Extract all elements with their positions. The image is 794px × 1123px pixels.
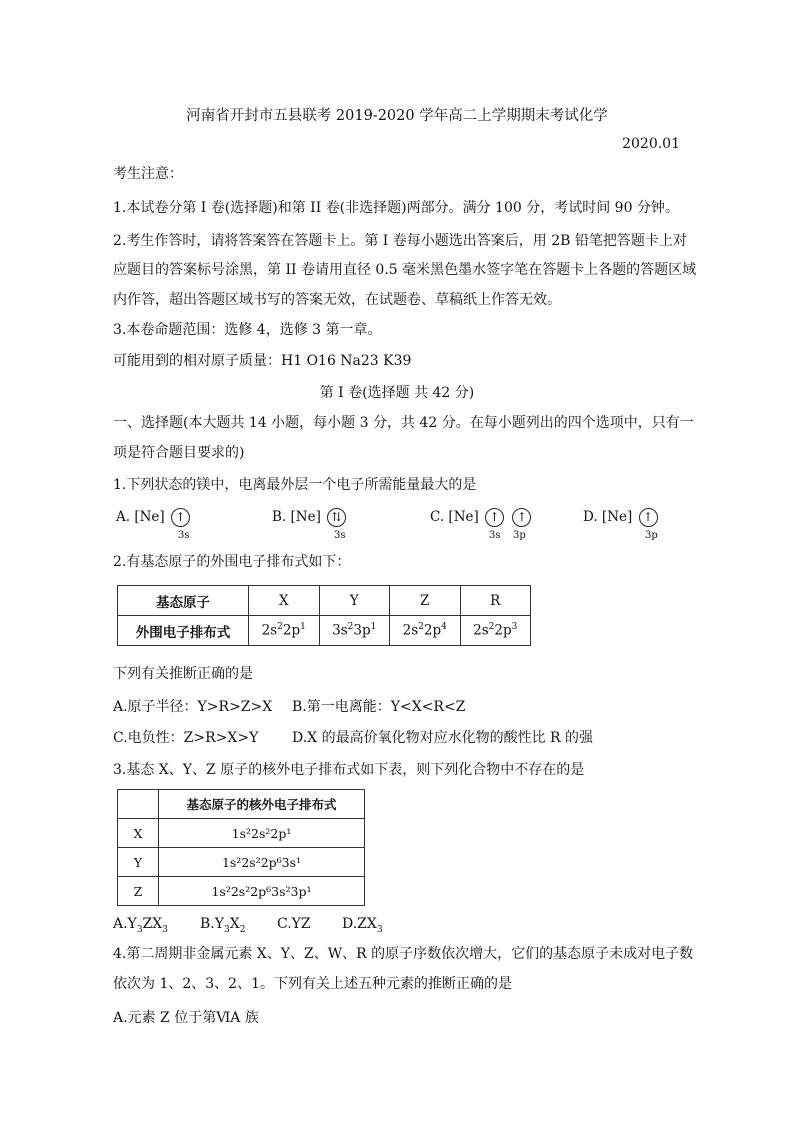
orbital-updown-arrow-icon: ⇅ — [327, 508, 346, 527]
orbital-up-arrow-icon: ↑ — [485, 508, 504, 527]
q2-option-a: A.原子半径：Y>R>Z>X — [113, 699, 273, 715]
q3-option-d: $D.ZX_3$ — [342, 916, 383, 935]
table-cell: Y — [118, 848, 159, 877]
question-1: 1.下列状态的镁中，电离最外层一个电子所需能量最大的是 — [113, 477, 477, 493]
q1-option-a — [116, 508, 190, 527]
table-row-label: 外围电子排布式 — [118, 616, 249, 646]
q1-option-d — [583, 508, 658, 527]
q2-stem: 下列有关推断正确的是 — [113, 666, 253, 682]
orbital-up-arrow-icon: ↑ — [639, 508, 658, 527]
exam-title: 河南省开封市五县联考 2019-2020 学年高二上学期期末考试化学 — [186, 108, 608, 124]
table-row — [118, 586, 531, 616]
exam-date: 2020.01 — [622, 136, 680, 152]
table-cell: 1s²2s²2p¹ — [159, 819, 365, 848]
question-4-line-2: 依次为 1、2、3、2、1。下列有关上述五种元素的推断正确的是 — [113, 976, 512, 992]
table-header-cell: 基态原子的核外电子排布式 — [159, 790, 365, 819]
table-cell: X — [118, 819, 159, 848]
orbital-up-arrow-icon: ↑ — [512, 508, 531, 527]
table-cell: Z — [118, 877, 159, 906]
note-1: 1.本试卷分第 I 卷(选择题)和第 II 卷(非选择题)两部分。满分 100 分，考试时间 90 分钟。 — [113, 200, 679, 216]
table-header-cell — [118, 790, 159, 819]
question-4-line-1: 4.第二周期非金属元素 X、Y、Z、W、R 的原子序数依次增大，它们的基态原子未成对电子数 — [113, 946, 694, 962]
q1-option-c — [430, 508, 531, 527]
part1-line-2: 项是符合题目要求的) — [113, 445, 245, 461]
q3-option-a: $A.Y_3ZX_3$ — [113, 916, 168, 935]
q1-c-3s-label: 3s — [489, 530, 501, 541]
q1-b-3s-label: 3s — [334, 530, 346, 541]
note-2-line-1: 2.考生作答时，请将答案答在答题卡上。第 I 卷每小题选出答案后，用 2B 铅笔把答题卡上对 — [113, 233, 687, 249]
q2-option-c: C.电负性：Z>R>X>Y — [113, 730, 259, 746]
table-row — [118, 819, 365, 848]
q2-option-d: D.X 的最高价氧化物对应水化物的酸性比 R 的强 — [292, 730, 594, 746]
table-cell: 1s²2s²2p⁶3s¹ — [159, 848, 365, 877]
q1-option-b-label: B. [Ne] — [272, 509, 321, 525]
q2-config-table — [117, 585, 531, 646]
question-2: 2.有基态原子的外围电子排布式如下： — [113, 554, 351, 570]
q3-option-b: $B.Y_3X_2$ — [200, 916, 246, 935]
q1-d-3p-label: 3p — [645, 530, 658, 541]
table-cell: $2s^22p^3$ — [460, 616, 531, 646]
table-header-cell: 基态原子 — [118, 586, 249, 616]
q4-option-a: A.元素 Z 位于第ⅥA 族 — [113, 1010, 259, 1026]
q3-option-c: C.YZ — [277, 916, 311, 932]
question-3: 3.基态 X、Y、Z 原子的核外电子排布式如下表，则下列化合物中不存在的是 — [113, 762, 585, 778]
note-2-line-3: 内作答，超出答题区域书写的答案无效，在试题卷、草稿纸上作答无效。 — [113, 292, 561, 308]
section-title: 第 I 卷(选择题 共 42 分) — [319, 385, 475, 401]
notes-heading: 考生注意： — [113, 166, 183, 182]
table-header-cell: Z — [390, 586, 461, 616]
part1-line-1: 一、选择题(本大题共 14 小题，每小题 3 分，共 42 分。在每小题列出的四个选项中，只有一 — [113, 415, 694, 431]
table-row — [118, 616, 531, 646]
note-2-line-2: 应题目的答案标号涂黑，第 II 卷请用直径 0.5 毫米黑色墨水签字笔在答题卡上各题的答题区域 — [113, 262, 697, 278]
table-row — [118, 790, 365, 819]
table-cell: $2s^22p^1$ — [249, 616, 320, 646]
q1-option-d-label: D. [Ne] — [583, 509, 633, 525]
table-cell: $2s^22p^4$ — [390, 616, 461, 646]
note-3: 3.本卷命题范围：选修 4，选修 3 第一章。 — [113, 322, 382, 338]
orbital-up-arrow-icon: ↑ — [171, 508, 190, 527]
table-row — [118, 877, 365, 906]
q2-option-b: B.第一电离能：Y<X<R<Z — [292, 699, 466, 715]
table-header-cell: Y — [319, 586, 390, 616]
q1-option-c-label: C. [Ne] — [430, 509, 479, 525]
table-cell: 1s²2s²2p⁶3s²3p¹ — [159, 877, 365, 906]
q1-option-a-label: A. [Ne] — [116, 509, 165, 525]
q1-option-b — [272, 508, 346, 527]
atomic-mass-line: 可能用到的相对原子质量：H1 O16 Na23 K39 — [113, 353, 412, 369]
q3-config-table — [117, 789, 365, 906]
table-row — [118, 848, 365, 877]
q1-c-3p-label: 3p — [513, 530, 526, 541]
table-cell: $3s^23p^1$ — [319, 616, 390, 646]
q1-a-3s-label: 3s — [178, 530, 190, 541]
table-header-cell: R — [460, 586, 531, 616]
table-header-cell: X — [249, 586, 320, 616]
